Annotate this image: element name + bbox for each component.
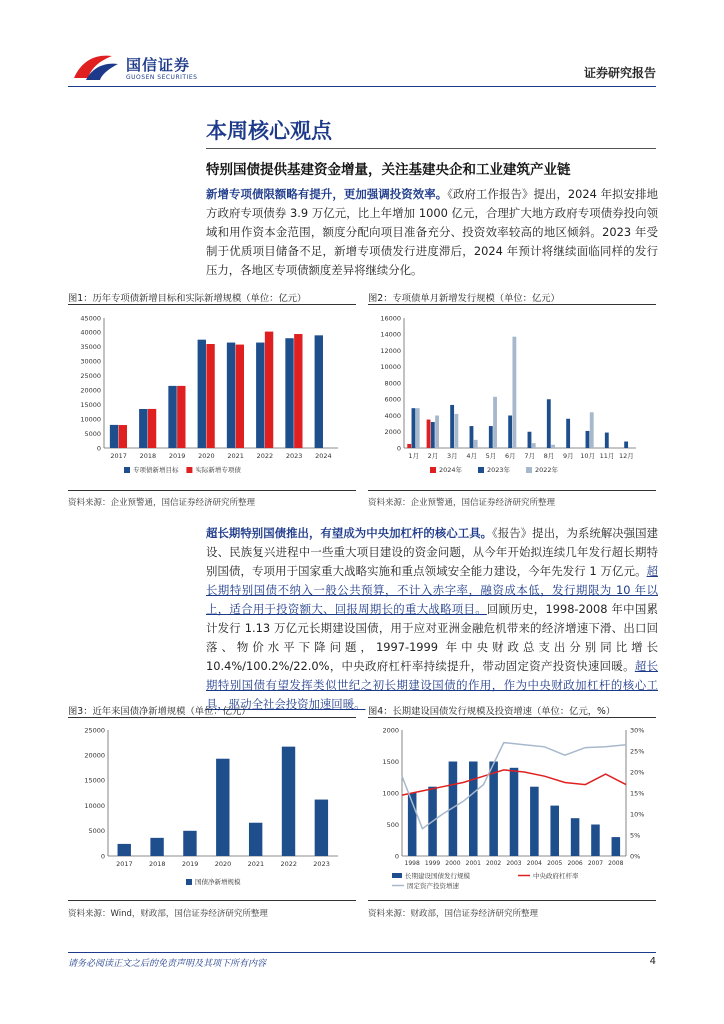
y-tick-label: 25000 bbox=[80, 372, 101, 381]
legend-swatch-专项债新增目标 bbox=[124, 467, 130, 473]
legend-swatch-bars bbox=[392, 873, 402, 878]
x-tick-label: 2022 bbox=[256, 452, 274, 460]
paragraph-1-text: 《政府工作报告》提出，2024 年拟安排地方政府专项债券 3.9 万亿元，比上年增加 1000 亿元，合理扩大地方政府专项债券投向领域和用作资本金范围，额度分配向项目准备充分、投资效率较高的地区倾斜。2023 年受制于优质项目储备不足，新增专项债发行进度滞后，2024 年预计将继续面临同样的发行压力，各地区专项债额度差异将继续分化。 bbox=[206, 187, 658, 277]
x-tick-label: 2023 bbox=[285, 452, 303, 460]
paragraph-2 bbox=[206, 524, 658, 714]
paragraph-2-underline1: 超长期特别国债不纳入一般公共预算，不计入赤字率，融资成本低，发行期限为 10 年以上，适合用于投资额大、回报周期长的重大战略项目。 bbox=[206, 564, 658, 616]
bar-国债净新增规模 bbox=[249, 823, 262, 856]
x-tick-label: 2021 bbox=[227, 452, 244, 460]
bar-国债净新增规模 bbox=[118, 844, 131, 856]
y-tick-label: 8000 bbox=[384, 379, 401, 388]
header-divider bbox=[68, 86, 656, 87]
section-title: 本周核心观点 bbox=[206, 119, 332, 143]
bar-2023年 bbox=[547, 399, 551, 448]
y-tick-label: 14000 bbox=[380, 330, 401, 339]
x-tick-label: 4月 bbox=[466, 452, 477, 460]
bar-长期建设国债发行规模 bbox=[469, 762, 478, 857]
bar-实际新增专项债 bbox=[265, 332, 273, 448]
bar-专项债新增目标 bbox=[285, 338, 293, 448]
bar-长期建设国债发行规模 bbox=[612, 837, 621, 856]
legend-label: 固定资产投资增速 bbox=[407, 882, 459, 890]
paragraph-2-text1: 《报告》提出，为系统解决强国建设、民族复兴进程中一些重大项目建设的资金问题，从今年开始拟连续几年发行超长期特别国债，专项用于国家重大战略实施和重点领域安全能力建设，今年先发行 1 万亿元。 bbox=[206, 526, 658, 578]
y-tick-label: 30000 bbox=[80, 357, 101, 366]
bar-专项债新增目标 bbox=[227, 343, 235, 448]
bar-2022年 bbox=[474, 440, 478, 448]
y-tick-label: 20000 bbox=[80, 386, 101, 395]
y-tick-label: 0 bbox=[96, 444, 101, 453]
fig3-title: 图3：近年来国债净新增规模（单位：亿元） bbox=[68, 706, 251, 717]
guosen-logo-icon bbox=[72, 52, 120, 82]
y-tick-label: 10000 bbox=[380, 363, 401, 372]
bar-2023年 bbox=[566, 419, 570, 448]
y-tick-label: 25000 bbox=[84, 726, 105, 735]
y-tick-label: 0 bbox=[100, 852, 105, 861]
logo-cn-text: 国信证券 bbox=[126, 56, 191, 74]
bar-专项债新增目标 bbox=[256, 343, 264, 448]
bar-专项债新增目标 bbox=[139, 409, 147, 448]
y-tick-label: 5000 bbox=[84, 429, 101, 438]
legend-swatch-2023年 bbox=[478, 467, 484, 473]
fig3-source: 资料来源：Wind，财政部，国信证券经济研究所整理 bbox=[68, 909, 268, 919]
y2-tick-label: 5% bbox=[630, 831, 641, 840]
legend-label: 专项债新增目标 bbox=[133, 466, 179, 474]
x-tick-label: 7月 bbox=[524, 452, 535, 460]
logo-en-text: GUOSEN SECURITIES bbox=[126, 74, 198, 81]
paragraph-1 bbox=[206, 185, 658, 280]
paragraph-2-text2: 回顾历史，1998-2008 年中国累计发行 1.13 万亿元长期建设国债，用于应对亚洲金融危机带来的经济增速下滑、出口回落、物价水平下降问题，1997-1999 年中央财政总支出分别同比增长 10.4%/100.2%/22.0%，中央政府杠杆率持续提升，带动固定资产投资快速回暖。 bbox=[206, 602, 658, 673]
y-tick-label: 35000 bbox=[80, 343, 101, 352]
x-tick-label: 2024 bbox=[315, 452, 332, 460]
y2-tick-label: 10% bbox=[630, 810, 645, 819]
y-tick-label: 20000 bbox=[84, 751, 105, 760]
footer-disclaimer: 请务必阅读正文之后的免责声明及其项下所有内容 bbox=[68, 959, 267, 969]
bar-2023年 bbox=[450, 405, 454, 448]
legend-swatch-2024年 bbox=[430, 467, 436, 473]
x-tick-label: 2019 bbox=[168, 452, 186, 460]
fig2-chart bbox=[368, 308, 656, 488]
fig1-title-rule bbox=[68, 304, 356, 305]
x-tick-label: 2000 bbox=[445, 860, 461, 867]
bar-长期建设国债发行规模 bbox=[510, 768, 519, 856]
bar-国债净新增规模 bbox=[282, 747, 295, 856]
x-tick-label: 3月 bbox=[447, 452, 458, 460]
bar-专项债新增目标 bbox=[315, 335, 323, 448]
legend-swatch-实际新增专项债 bbox=[186, 467, 192, 473]
y-tick-label: 40000 bbox=[80, 328, 101, 337]
x-tick-label: 2020 bbox=[198, 452, 215, 460]
page-number: 4 bbox=[649, 956, 656, 967]
fig4-source: 资料来源：财政部，国信证券经济研究所整理 bbox=[368, 909, 539, 919]
paragraph-2-lead: 超长期特别国债推出，有望成为中央加杠杆的核心工具。 bbox=[206, 526, 493, 540]
legend-label: 国债净新增规模 bbox=[195, 878, 241, 886]
bar-国债净新增规模 bbox=[183, 831, 196, 856]
y-tick-label: 0 bbox=[396, 444, 401, 453]
legend-swatch-国债净新增规模 bbox=[186, 879, 192, 885]
bar-国债净新增规模 bbox=[216, 759, 229, 856]
x-tick-label: 2019 bbox=[181, 860, 199, 868]
y-tick-label: 10000 bbox=[84, 801, 105, 810]
bar-2023年 bbox=[431, 422, 435, 448]
fig1-title: 图1：历年专项债新增目标和实际新增规模（单位：亿元） bbox=[68, 293, 307, 304]
fig4-chart bbox=[368, 720, 656, 898]
x-tick-label: 2022 bbox=[280, 860, 297, 868]
bar-2023年 bbox=[586, 431, 590, 448]
fig2-title: 图2：专项债单月新增发行规模（单位：亿元） bbox=[368, 293, 560, 304]
bar-2023年 bbox=[624, 442, 628, 449]
x-tick-label: 8月 bbox=[543, 452, 555, 460]
y-tick-label: 10000 bbox=[80, 415, 101, 424]
fig2-bottom-rule bbox=[368, 490, 656, 491]
legend-label: 2024年 bbox=[439, 466, 463, 474]
y2-tick-label: 20% bbox=[630, 768, 645, 777]
footer-divider bbox=[68, 952, 656, 953]
y-tick-label: 12000 bbox=[380, 346, 401, 355]
bar-专项债新增目标 bbox=[198, 340, 206, 448]
bar-国债净新增规模 bbox=[150, 838, 163, 856]
fig3-chart bbox=[68, 720, 356, 898]
y-tick-label: 500 bbox=[386, 820, 399, 829]
x-tick-label: 6月 bbox=[505, 452, 516, 460]
fig4-bottom-rule bbox=[368, 900, 656, 901]
fig2-source: 资料来源：企业预警通，国信证券经济研究所整理 bbox=[368, 498, 556, 508]
x-tick-label: 2007 bbox=[587, 860, 604, 867]
y2-tick-label: 30% bbox=[630, 726, 645, 735]
x-tick-label: 2002 bbox=[485, 860, 502, 867]
x-tick-label: 11月 bbox=[599, 452, 615, 460]
x-tick-label: 1999 bbox=[424, 860, 441, 867]
y-tick-label: 5000 bbox=[88, 827, 105, 836]
fig3-title-rule bbox=[68, 717, 356, 718]
x-tick-label: 2017 bbox=[110, 452, 127, 460]
bar-2023年 bbox=[489, 426, 493, 448]
bar-2024年 bbox=[427, 420, 431, 448]
y2-tick-label: 0% bbox=[630, 852, 641, 861]
x-tick-label: 2008 bbox=[608, 860, 624, 867]
bar-2022年 bbox=[493, 397, 497, 448]
bar-国债净新增规模 bbox=[315, 800, 328, 856]
x-tick-label: 2月 bbox=[427, 452, 439, 460]
y2-tick-label: 15% bbox=[630, 789, 645, 798]
section-divider bbox=[206, 148, 656, 149]
x-tick-label: 1月 bbox=[408, 452, 419, 460]
fig3-bottom-rule bbox=[68, 900, 356, 901]
paragraph-2-underline2: 超长期特别国债有望发挥类似世纪之初长期建设国债的作用，作为中央财政加杠杆的核心工具，驱动全社会投资加速回暖。 bbox=[206, 659, 658, 711]
fig1-chart bbox=[68, 308, 356, 488]
bar-实际新增专项债 bbox=[236, 345, 244, 448]
paragraph-1-lead: 新增专项债限额略有提升，更加强调投资效率。 bbox=[206, 187, 448, 201]
bar-实际新增专项债 bbox=[206, 344, 214, 448]
y-tick-label: 1000 bbox=[382, 789, 399, 798]
bar-2022年 bbox=[551, 445, 555, 448]
x-tick-label: 2005 bbox=[547, 860, 563, 867]
legend-label: 2022年 bbox=[535, 466, 559, 474]
bar-2022年 bbox=[454, 414, 458, 448]
fig2-title-rule bbox=[368, 304, 656, 305]
bar-长期建设国债发行规模 bbox=[489, 762, 498, 857]
bar-2022年 bbox=[435, 416, 439, 449]
fig4-title-rule bbox=[368, 717, 656, 718]
bar-2022年 bbox=[416, 408, 420, 448]
bar-长期建设国债发行规模 bbox=[530, 787, 539, 856]
x-tick-label: 1998 bbox=[404, 860, 420, 867]
bar-2022年 bbox=[532, 443, 536, 448]
y-tick-label: 0 bbox=[394, 852, 399, 861]
x-tick-label: 2017 bbox=[116, 860, 133, 868]
x-tick-label: 5月 bbox=[485, 452, 497, 460]
x-tick-label: 2001 bbox=[465, 860, 481, 867]
x-tick-label: 2021 bbox=[247, 860, 265, 868]
fig1-bottom-rule bbox=[68, 490, 356, 491]
bar-2022年 bbox=[590, 412, 594, 448]
bar-专项债新增目标 bbox=[168, 386, 176, 448]
y2-tick-label: 25% bbox=[630, 747, 645, 756]
x-tick-label: 9月 bbox=[563, 452, 574, 460]
bar-2023年 bbox=[605, 433, 609, 448]
subtitle: 特别国债提供基建资金增量，关注基建央企和工业建筑产业链 bbox=[206, 162, 571, 178]
fig1-source: 资料来源：企业预警通，国信证券经济研究所整理 bbox=[68, 498, 256, 508]
x-tick-label: 2018 bbox=[139, 452, 157, 460]
bar-实际新增专项债 bbox=[148, 409, 156, 448]
bar-2022年 bbox=[512, 337, 516, 448]
bar-2024年 bbox=[407, 444, 411, 448]
report-type: 证券研究报告 bbox=[583, 66, 656, 80]
bar-长期建设国债发行规模 bbox=[550, 806, 559, 856]
y-tick-label: 6000 bbox=[384, 395, 401, 404]
bar-实际新增专项债 bbox=[119, 425, 127, 448]
x-tick-label: 12月 bbox=[618, 452, 634, 460]
y-tick-label: 45000 bbox=[80, 314, 101, 323]
bar-2023年 bbox=[470, 426, 474, 448]
legend-label: 长期建设国债发行规模 bbox=[405, 872, 470, 880]
x-tick-label: 2004 bbox=[526, 860, 543, 867]
report-header bbox=[0, 0, 724, 90]
bar-实际新增专项债 bbox=[294, 334, 302, 448]
bar-专项债新增目标 bbox=[110, 425, 118, 448]
bar-实际新增专项债 bbox=[177, 386, 185, 448]
bar-2023年 bbox=[508, 416, 512, 449]
y-tick-label: 15000 bbox=[80, 400, 101, 409]
y-tick-label: 1500 bbox=[382, 757, 399, 766]
bar-长期建设国债发行规模 bbox=[571, 818, 580, 856]
bar-2023年 bbox=[412, 408, 416, 448]
legend-label: 中央政府杠杆率 bbox=[533, 872, 579, 880]
legend-swatch-2022年 bbox=[526, 467, 532, 473]
x-tick-label: 2006 bbox=[567, 860, 583, 867]
bar-2023年 bbox=[528, 432, 532, 448]
x-tick-label: 2020 bbox=[214, 860, 232, 868]
bar-长期建设国债发行规模 bbox=[591, 825, 600, 857]
fig4-title: 图4：长期建设国债发行规模及投资增速（单位：亿元，%） bbox=[368, 706, 616, 717]
y-tick-label: 16000 bbox=[380, 314, 401, 323]
x-tick-label: 2003 bbox=[506, 860, 522, 867]
legend-label: 实际新增专项债 bbox=[195, 466, 241, 474]
x-tick-label: 10月 bbox=[580, 452, 596, 460]
x-tick-label: 2018 bbox=[149, 860, 166, 868]
legend-label: 2023年 bbox=[487, 466, 511, 474]
y-tick-label: 2000 bbox=[384, 428, 401, 437]
y-tick-label: 4000 bbox=[384, 411, 401, 420]
y-tick-label: 15000 bbox=[84, 776, 105, 785]
y-tick-label: 2000 bbox=[382, 726, 399, 735]
x-tick-label: 2023 bbox=[313, 860, 330, 868]
